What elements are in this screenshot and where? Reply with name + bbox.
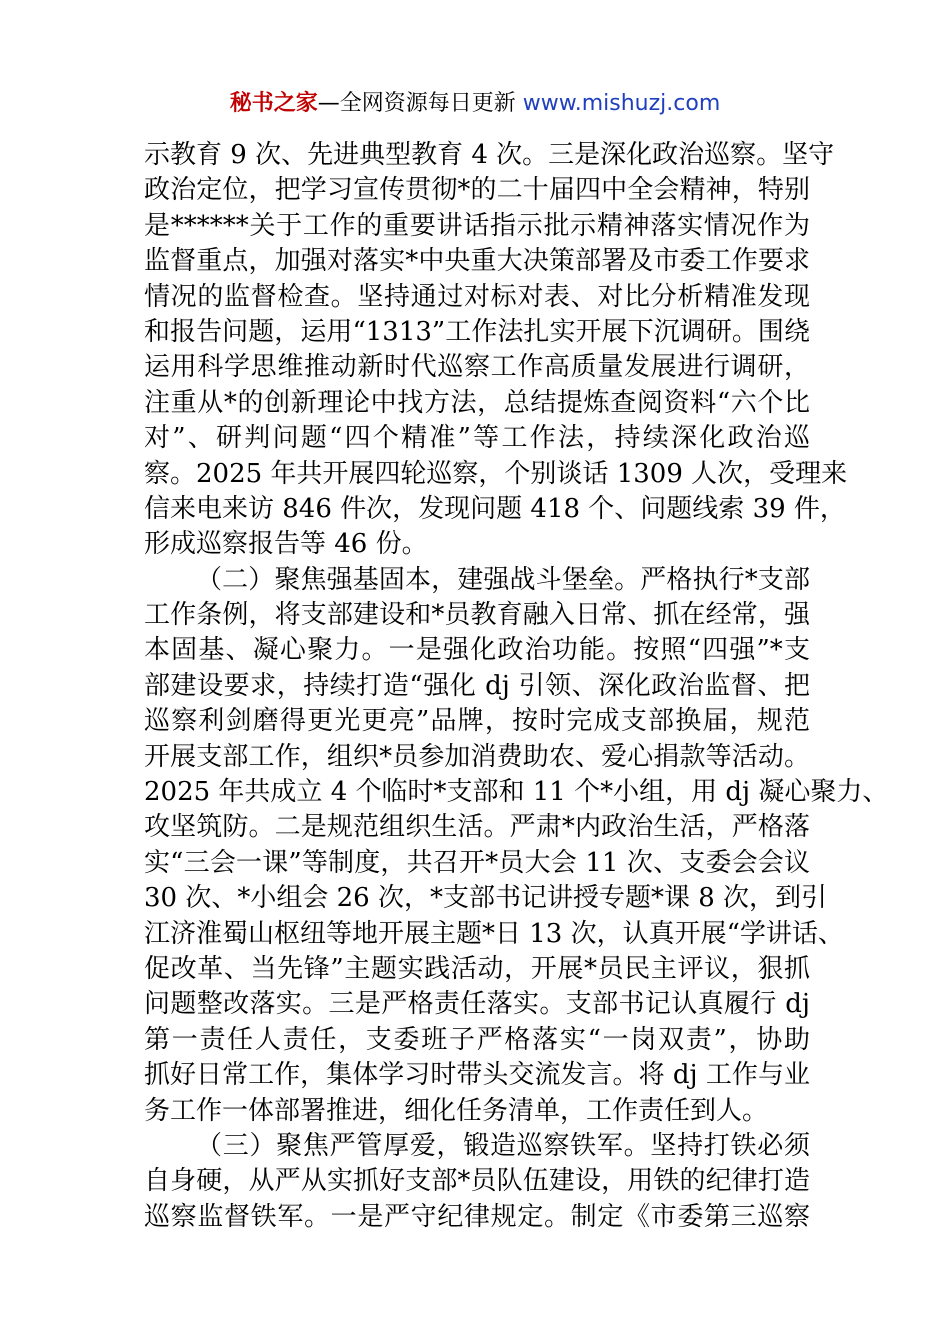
text-line: 务工作一体部署推进，细化任务清单，工作责任到人。	[144, 1095, 769, 1126]
header-slogan: —全网资源每日更新	[317, 91, 516, 116]
text-line: 2025 年共成立 4 个临时*支部和 11 个*小组，用 dj 凝心聚力、	[144, 777, 889, 808]
text-line: 形成巡察报告等 46 份。	[144, 529, 428, 560]
text-line: 信来电来访 846 件次，发现问题 418 个、问题线索 39 件，	[144, 493, 846, 524]
text-line: 巡察监督铁军。一是严守纪律规定。制定《市委第三巡察	[144, 1201, 810, 1232]
text-line: 本固基、凝心聚力。一是强化政治功能。按照“四强”*支	[144, 635, 810, 666]
text-line: 问题整改落实。三是严格责任落实。支部书记认真履行 dj	[144, 989, 810, 1020]
brand-name: 秘书之家	[229, 91, 318, 116]
text-line: 江济淮蜀山枢纽等地开展主题*日 13 次，认真开展“学讲话、	[144, 918, 844, 949]
section-heading-line: （二）聚焦强基固本，建强战斗堡垒。严格执行*支部	[196, 564, 810, 595]
text-line: 察。2025 年共开展四轮巡察，个别谈话 1309 人次，受理来	[144, 458, 848, 489]
section-heading-line: （三）聚焦严管厚爱，锻造巡察铁军。坚持打铁必须	[196, 1130, 810, 1161]
text-line: 开展支部工作，组织*员参加消费助农、爱心捐款等活动。	[144, 741, 810, 772]
text-line: 示教育 9 次、先进典型教育 4 次。三是深化政治巡察。坚守	[144, 140, 835, 170]
text-line: 运用科学思维推动新时代巡察工作高质量发展进行调研，	[144, 352, 810, 383]
text-line: 攻坚筑防。二是规范组织生活。严肃*内政治生活，严格落	[144, 812, 810, 843]
text-line: 部建设要求，持续打造“强化 dj 引领、深化政治监督、把	[144, 670, 810, 701]
text-line: 巡察利剑磨得更光更亮”品牌，按时完成支部换届，规范	[144, 706, 810, 737]
document-body	[144, 138, 889, 1235]
text-line: 注重从*的创新理论中找方法，总结提炼查阅资料“六个比	[144, 387, 810, 418]
text-line: 30 次、*小组会 26 次，*支部书记讲授专题*课 8 次，到引	[144, 883, 828, 914]
text-line: 监督重点，加强对落实*中央重大决策部署及市委工作要求	[144, 246, 810, 277]
page-header	[0, 88, 950, 120]
text-line: 促改革、当先锋”主题实践活动，开展*员民主评议，狠抓	[144, 953, 810, 984]
text-line: 对”、研判问题“四个精准”等工作法，持续深化政治巡	[144, 423, 810, 454]
text-line: 工作条例，将支部建设和*员教育融入日常、抓在经常，强	[144, 600, 810, 631]
text-line: 政治定位，把学习宣传贯彻*的二十届四中全会精神，特别	[144, 175, 810, 206]
text-line: 实“三会一课”等制度，共召开*员大会 11 次、支委会会议	[144, 847, 810, 878]
text-line: 是******关于工作的重要讲话指示批示精神落实情况作为	[144, 210, 810, 241]
text-line: 抓好日常工作，集体学习时带头交流发言。将 dj 工作与业	[144, 1060, 810, 1091]
text-line: 和报告问题，运用“1313”工作法扎实开展下沉调研。围绕	[144, 316, 810, 347]
text-line: 自身硬，从严从实抓好支部*员队伍建设，用铁的纪律打造	[144, 1166, 810, 1197]
text-line: 第一责任人责任，支委班子严格落实“一岗双责”，协助	[144, 1024, 810, 1055]
text-line: 情况的监督检查。坚持通过对标对表、对比分析精准发现	[144, 281, 810, 312]
website-link[interactable]: www.mishuzj.com	[522, 91, 721, 116]
